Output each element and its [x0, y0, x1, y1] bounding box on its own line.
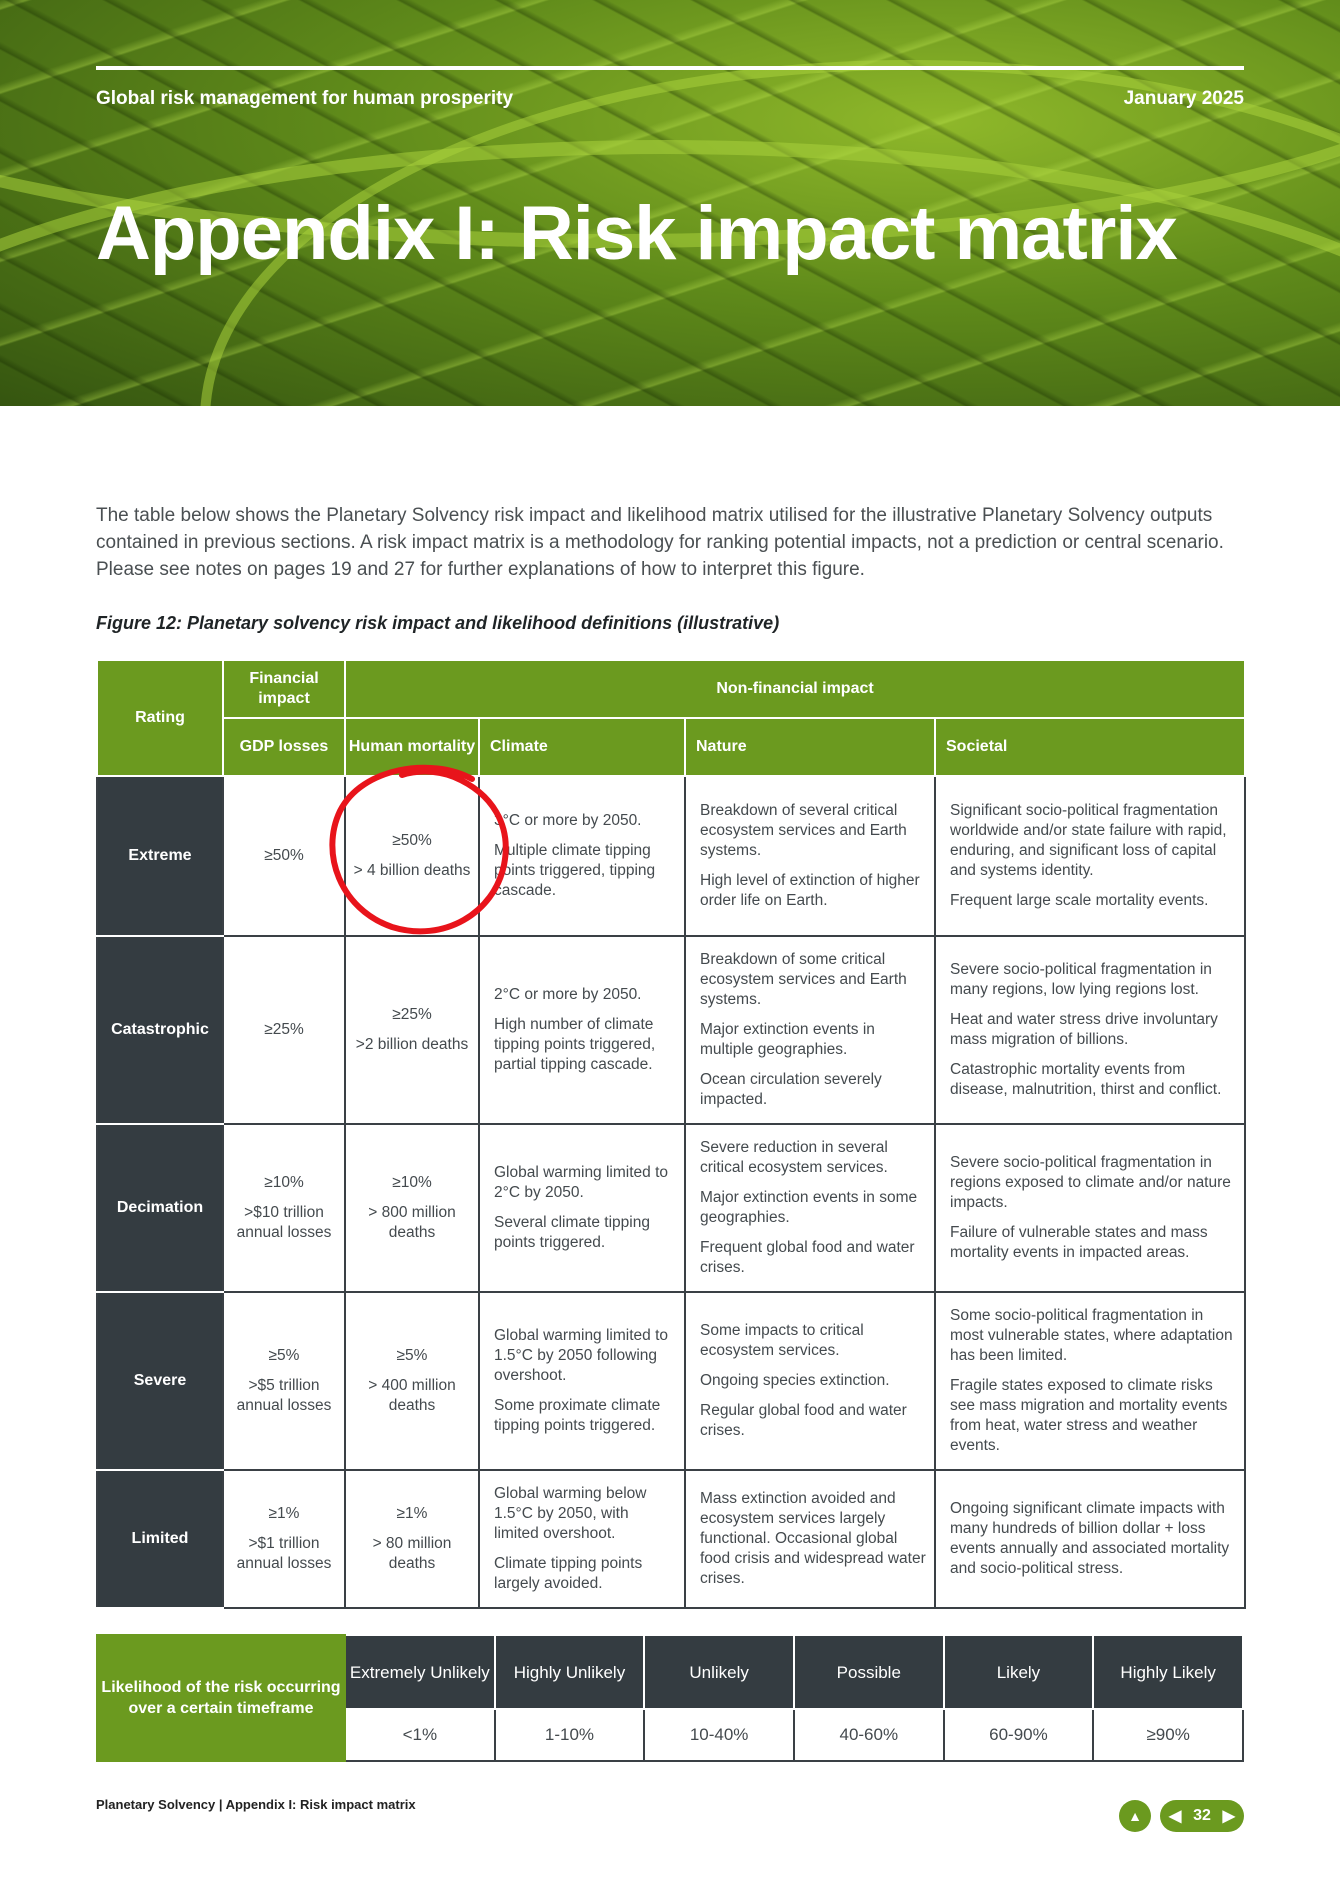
nature-cell — [685, 776, 935, 936]
societal-cell — [935, 776, 1245, 936]
mortality-cell-text: > 400 million deaths — [368, 1377, 456, 1414]
mortality-cell-text: >2 billion deaths — [355, 1036, 469, 1053]
gdp-losses-header: GDP losses — [223, 718, 345, 776]
likelihood-level-name: Possible — [794, 1635, 944, 1709]
gdp-cell-text: ≥1% — [268, 1505, 300, 1522]
rating-cell: Severe — [97, 1292, 223, 1470]
climate-cell — [479, 1292, 685, 1470]
societal-cell-text: Heat and water stress drive involuntary mass migration of billions. — [950, 1011, 1218, 1048]
intro-paragraph: The table below shows the Planetary Solvency risk impact and likelihood matrix utilised for the illustrative Planetary Solvency outputs contained in previous sections. A risk impact matrix is a methodology for ranking potential impacts, not a prediction or central scenario. Please see notes on pages 19 and 27 for further explanations of how to interpret this figure. — [96, 505, 1224, 580]
gdp-cell-text: ≥10% — [264, 1174, 304, 1191]
climate-cell — [479, 1124, 685, 1292]
report-title: Global risk management for human prosperity — [96, 88, 514, 109]
nature-cell-text: Frequent global food and water crises. — [700, 1239, 915, 1276]
nature-cell — [685, 1292, 935, 1470]
footer-text: Planetary Solvency | Appendix I: Risk impact matrix — [96, 1797, 416, 1812]
gdp-cell — [223, 1292, 345, 1470]
nature-cell-text: Some impacts to critical ecosystem services. — [700, 1322, 864, 1359]
nature-cell-text: Ocean circulation severely impacted. — [700, 1071, 882, 1108]
gdp-cell — [223, 1470, 345, 1608]
societal-cell — [935, 1292, 1245, 1470]
nature-cell — [685, 936, 935, 1124]
likelihood-level-value: 60-90% — [944, 1709, 1094, 1761]
societal-cell-text: Catastrophic mortality events from disease, malnutrition, thirst and conflict. — [950, 1061, 1222, 1098]
nature-cell-text: Mass extinction avoided and ecosystem services largely functional. Occasional global food crisis and widespread water crises. — [700, 1490, 926, 1587]
likelihood-level-name: Highly Likely — [1093, 1635, 1243, 1709]
human-mortality-header: Human mortality — [345, 718, 479, 776]
climate-cell-text: Some proximate climate tipping points triggered. — [494, 1397, 661, 1434]
likelihood-level-value: <1% — [345, 1709, 495, 1761]
mortality-cell — [345, 1292, 479, 1470]
nature-cell-text: Breakdown of some critical ecosystem services and Earth systems. — [700, 951, 907, 1008]
mortality-cell — [345, 1124, 479, 1292]
climate-header: Climate — [479, 718, 685, 776]
societal-cell — [935, 936, 1245, 1124]
likelihood-label: Likelihood of the risk occurring over a certain timeframe — [97, 1635, 345, 1761]
societal-cell-text: Fragile states exposed to climate risks see mass migration and mortality events from heat, water stress and weather events. — [950, 1377, 1228, 1454]
page-number: 32 — [1193, 1807, 1211, 1824]
societal-cell-text: Some socio-political fragmentation in most vulnerable states, where adaptation has been limited. — [950, 1307, 1233, 1364]
hero-banner — [0, 0, 1340, 406]
matrix-row-limited — [97, 1470, 1245, 1608]
figure-caption: Figure 12: Planetary solvency risk impact and likelihood definitions (illustrative) — [96, 613, 780, 633]
climate-cell — [479, 936, 685, 1124]
gdp-cell — [223, 1124, 345, 1292]
mortality-cell — [345, 1470, 479, 1608]
likelihood-table — [96, 1634, 1244, 1762]
nature-cell-text: Major extinction events in multiple geographies. — [700, 1021, 875, 1058]
mortality-cell-text: > 800 million deaths — [368, 1204, 456, 1241]
societal-cell — [935, 1470, 1245, 1608]
societal-cell-text: Frequent large scale mortality events. — [950, 892, 1209, 909]
likelihood-level-value: ≥90% — [1093, 1709, 1243, 1761]
climate-cell — [479, 1470, 685, 1608]
gdp-cell-text: ≥25% — [264, 1021, 304, 1038]
up-arrow-icon: ▲ — [1128, 1808, 1142, 1824]
page-title: Appendix I: Risk impact matrix — [96, 191, 1177, 276]
matrix-row-severe — [97, 1292, 1245, 1470]
mortality-cell — [345, 776, 479, 936]
mortality-cell-text: ≥5% — [396, 1347, 428, 1364]
climate-cell-text: Global warming below 1.5°C by 2050, with limited overshoot. — [494, 1485, 647, 1542]
societal-cell-text: Failure of vulnerable states and mass mortality events in impacted areas. — [950, 1224, 1208, 1261]
likelihood-level-value: 40-60% — [794, 1709, 944, 1761]
rating-cell: Extreme — [97, 776, 223, 936]
nature-cell — [685, 1470, 935, 1608]
nature-header: Nature — [685, 718, 935, 776]
page-navigator — [1160, 1800, 1244, 1832]
mortality-cell-text: > 4 billion deaths — [353, 862, 471, 879]
climate-cell-text: Global warming limited to 1.5°C by 2050 following overshoot. — [494, 1327, 669, 1384]
nature-cell — [685, 1124, 935, 1292]
mortality-cell — [345, 936, 479, 1124]
nature-cell-text: Ongoing species extinction. — [700, 1372, 890, 1389]
nature-cell-text: Regular global food and water crises. — [700, 1402, 907, 1439]
societal-cell — [935, 1124, 1245, 1292]
gdp-cell-text: >$5 trillion annual losses — [236, 1377, 332, 1414]
mortality-cell-text: ≥50% — [392, 832, 432, 849]
societal-cell-text: Significant socio-political fragmentation worldwide and/or state failure with rapid, enduring, and significant loss of capital and systems identity. — [950, 802, 1227, 879]
likelihood-level-name: Unlikely — [644, 1635, 794, 1709]
rating-cell: Catastrophic — [97, 936, 223, 1124]
societal-header: Societal — [935, 718, 1245, 776]
climate-cell — [479, 776, 685, 936]
mortality-cell-text: ≥10% — [392, 1174, 432, 1191]
nature-cell-text: Severe reduction in several critical ecosystem services. — [700, 1139, 888, 1176]
gdp-cell — [223, 776, 345, 936]
climate-cell-text: Multiple climate tipping points triggered, tipping cascade. — [494, 842, 656, 899]
gdp-cell-text: >$1 trillion annual losses — [236, 1535, 332, 1572]
nature-cell-text: Breakdown of several critical ecosystem services and Earth systems. — [700, 802, 907, 859]
matrix-row-decimation — [97, 1124, 1245, 1292]
likelihood-level-value: 1-10% — [495, 1709, 645, 1761]
likelihood-level-name: Extremely Unlikely — [345, 1635, 495, 1709]
climate-cell-text: Climate tipping points largely avoided. — [494, 1555, 643, 1592]
climate-cell-text: High number of climate tipping points triggered, partial tipping cascade. — [494, 1016, 656, 1073]
climate-cell-text: Several climate tipping points triggered. — [494, 1214, 650, 1251]
mortality-cell-text: > 80 million deaths — [372, 1535, 452, 1572]
climate-cell-text: 3°C or more by 2050. — [494, 812, 642, 829]
matrix-row-extreme — [97, 776, 1245, 936]
gdp-cell — [223, 936, 345, 1124]
previous-page-icon[interactable]: ◀ — [1169, 1808, 1182, 1825]
gdp-cell-text: >$10 trillion annual losses — [236, 1204, 332, 1241]
next-page-icon[interactable]: ▶ — [1222, 1808, 1235, 1825]
climate-cell-text: 2°C or more by 2050. — [494, 986, 642, 1003]
nature-cell-text: High level of extinction of higher order life on Earth. — [700, 872, 920, 909]
climate-cell-text: Global warming limited to 2°C by 2050. — [494, 1164, 669, 1201]
likelihood-level-name: Likely — [944, 1635, 1094, 1709]
nature-cell-text: Major extinction events in some geographies. — [700, 1189, 918, 1226]
financial-impact-header: Financial impact — [223, 660, 345, 718]
back-to-top-button[interactable] — [1119, 1800, 1151, 1832]
likelihood-level-name: Highly Unlikely — [495, 1635, 645, 1709]
mortality-cell-text: ≥1% — [396, 1505, 428, 1522]
rating-cell: Decimation — [97, 1124, 223, 1292]
societal-cell-text: Severe socio-political fragmentation in many regions, low lying regions lost. — [950, 961, 1212, 998]
mortality-cell-text: ≥25% — [392, 1006, 432, 1023]
gdp-cell-text: ≥50% — [264, 847, 304, 864]
rating-cell: Limited — [97, 1470, 223, 1608]
report-date: January 2025 — [1123, 88, 1244, 109]
hero-rule — [96, 66, 1244, 70]
rating-header: Rating — [97, 660, 223, 776]
likelihood-level-value: 10-40% — [644, 1709, 794, 1761]
non-financial-impact-header: Non-financial impact — [345, 660, 1245, 718]
societal-cell-text: Ongoing significant climate impacts with many hundreds of billion dollar + loss events annually and associated mortality and socio-political stress. — [950, 1500, 1230, 1577]
risk-impact-matrix — [96, 659, 1246, 1609]
matrix-row-catastrophic — [97, 936, 1245, 1124]
societal-cell-text: Severe socio-political fragmentation in regions exposed to climate and/or nature impacts. — [950, 1154, 1231, 1211]
gdp-cell-text: ≥5% — [268, 1347, 300, 1364]
